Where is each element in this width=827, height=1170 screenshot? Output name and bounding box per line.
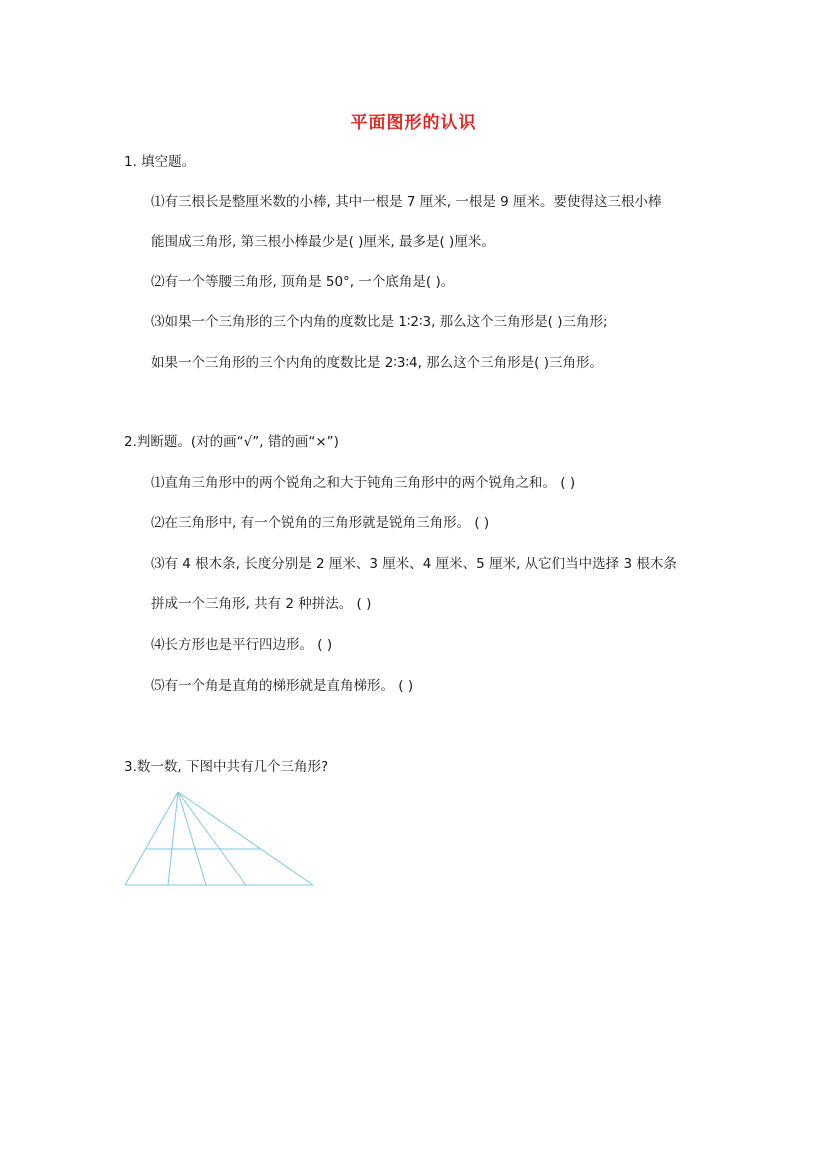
- figure-edge-left: [125, 792, 178, 885]
- q1-item-1b: 能围成三角形, 第三根小棒最少是( )厘米, 最多是( )厘米。: [151, 234, 495, 250]
- q1-item-3a: ⑶如果一个三角形的三个内角的度数比是 1∶2∶3, 那么这个三角形是( )三角形;: [151, 314, 608, 330]
- q2-item-1: ⑴直角三角形中的两个锐角之和大于钝角三角形中的两个锐角之和。 ( ): [151, 475, 576, 491]
- q2-item-3b: 拼成一个三角形, 共有 2 种拼法。 ( ): [151, 596, 372, 612]
- figure-edge-right: [178, 792, 313, 885]
- q1-item-1a: ⑴有三根长是整厘米数的小棒, 其中一根是 7 厘米, 一根是 9 厘米。要使得这三根小棒: [151, 194, 662, 210]
- q1-item-3b: 如果一个三角形的三个内角的度数比是 2∶3∶4, 那么这个三角形是( )三角形。: [151, 355, 603, 371]
- page-title: 平面图形的认识: [350, 113, 477, 133]
- q1-heading: 1. 填空题。: [124, 154, 196, 170]
- q2-item-5: ⑸有一个角是直角的梯形就是直角梯形。 ( ): [151, 678, 414, 694]
- q2-heading: 2.判断题。(对的画“√”, 错的画“×”): [124, 434, 339, 450]
- figure-ray-3: [178, 792, 246, 885]
- triangle-figure: [120, 788, 320, 890]
- q2-item-3a: ⑶有 4 根木条, 长度分别是 2 厘米、3 厘米、4 厘米、5 厘米, 从它们当中选择 3 根木条: [151, 556, 677, 572]
- figure-ray-2: [178, 792, 206, 885]
- q3-heading: 3.数一数, 下图中共有几个三角形?: [124, 759, 329, 775]
- q2-item-2: ⑵在三角形中, 有一个锐角的三角形就是锐角三角形。 ( ): [151, 515, 490, 531]
- q1-item-2: ⑵有一个等腰三角形, 顶角是 50°, 一个底角是( )。: [151, 274, 455, 290]
- q2-item-4: ⑷长方形也是平行四边形。 ( ): [151, 637, 333, 653]
